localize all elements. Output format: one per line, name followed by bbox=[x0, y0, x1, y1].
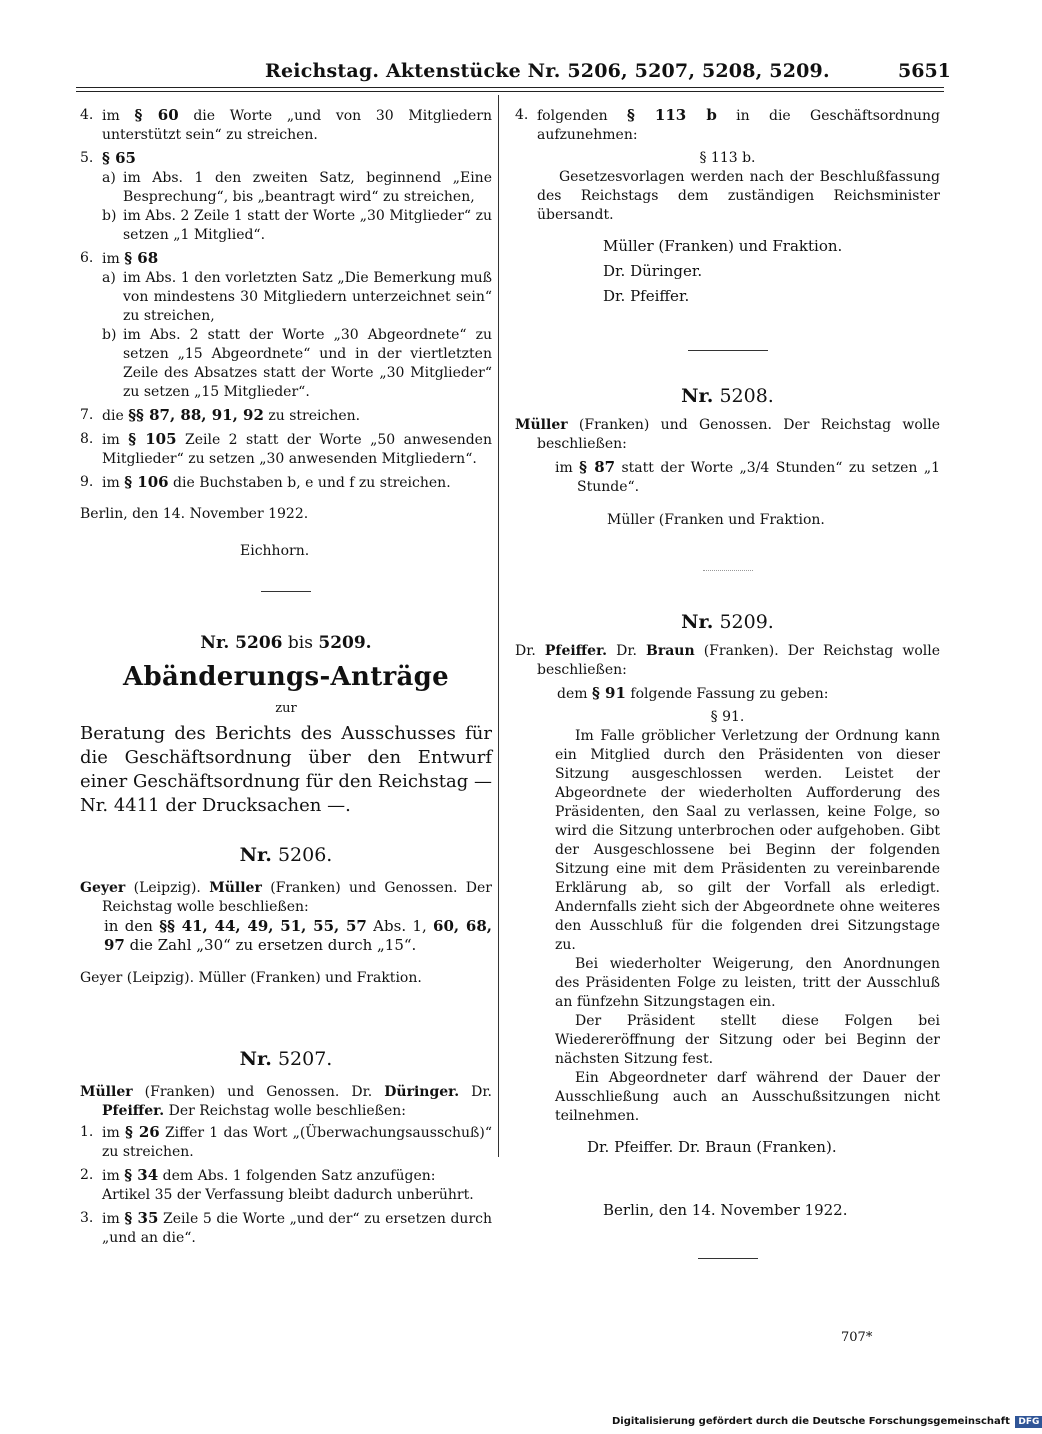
left-column bbox=[80, 104, 492, 1248]
paragraph-title: § 113 b. bbox=[699, 150, 756, 166]
list-item: 2. im § 34 dem Abs. 1 folgenden Satz anzufügen: Artikel 35 der Verfassung bleibt dadurch unberührt. bbox=[80, 1166, 474, 1203]
list-item: 7. die §§ 87, 88, 91, 92 zu streichen. bbox=[80, 406, 361, 424]
list-item: 5. § 65 bbox=[80, 149, 136, 167]
motion-intro: Müller (Franken) und Genossen. Dr. Düringer. Dr. Pfeiffer. Der Reichstag wolle beschließen: bbox=[80, 1084, 492, 1119]
separator bbox=[698, 1258, 758, 1259]
zur-label: zur bbox=[275, 701, 297, 716]
paragraph-text: Ein Abgeordneter darf während der Dauer der Ausschließung auch an Ausschußsitzungen nicht teilnehmen. bbox=[555, 1070, 940, 1124]
section-heading-5208: Nr. 5208. bbox=[681, 385, 774, 407]
signature: Dr. Düringer. bbox=[603, 262, 703, 280]
sheet-mark: 707* bbox=[841, 1330, 873, 1345]
signature: Eichhorn. bbox=[240, 543, 310, 559]
list-item: 6. im § 68 bbox=[80, 249, 159, 267]
signature: Dr. Pfeiffer. bbox=[603, 287, 690, 305]
motion-text: dem § 91 folgende Fassung zu geben: bbox=[557, 684, 829, 702]
date-line: Berlin, den 14. November 1922. bbox=[603, 1201, 848, 1219]
list-item: 1. im § 26 Ziffer 1 das Wort „(Überwachungsausschuß)“ zu streichen. bbox=[80, 1123, 492, 1160]
paragraph-text: Gesetzesvorlagen werden nach der Beschlußfassung des Reichstags dem zuständigen Reichsminister übersandt. bbox=[537, 169, 940, 223]
section-heading-5206: Nr. 5206. bbox=[239, 844, 333, 866]
header-rule-2 bbox=[76, 91, 944, 92]
separator bbox=[703, 570, 753, 571]
list-item: 3. im § 35 Zeile 5 die Worte „und der“ zu ersetzen durch „und an die“. bbox=[80, 1209, 492, 1246]
list-subitem: b) im Abs. 2 statt der Worte „30 Abgeordnete“ zu setzen „15 Abgeordnete“ und in der viertletzten Zeile des Absatzes statt der Worte „30 Mitglieder“ zu setzen „15 Mitglieder“. bbox=[102, 327, 492, 400]
date-line: Berlin, den 14. November 1922. bbox=[80, 506, 309, 522]
signature: Dr. Pfeiffer. Dr. Braun (Franken). bbox=[587, 1138, 837, 1156]
list-item: 4. folgenden § 113 b in die Geschäftsordnung aufzunehmen: bbox=[515, 106, 940, 143]
section-heading-5207: Nr. 5207. bbox=[239, 1048, 333, 1070]
running-header-title: Reichstag. Aktenstücke Nr. 5206, 5207, 5208, 5209. bbox=[265, 60, 830, 82]
separator bbox=[261, 591, 311, 592]
list-subitem: b) im Abs. 2 Zeile 1 statt der Worte „30 Mitglieder“ zu setzen „1 Mitglied“. bbox=[102, 208, 492, 243]
page-number: 5651 bbox=[898, 60, 951, 82]
section-heading-5209: Nr. 5209. bbox=[681, 611, 774, 633]
header-rule bbox=[76, 87, 944, 88]
subtitle: Beratung des Berichts des Ausschusses für die Geschäftsordnung über den Entwurf einer Geschäftsordnung für den Reichstag — Nr. 4411 der Drucksachen —. bbox=[80, 723, 492, 816]
motion-text: in den §§ 41, 44, 49, 51, 55, 57 Abs. 1, 60, 68, 97 die Zahl „30“ zu ersetzen durch „15“. bbox=[104, 917, 492, 954]
paragraph-text: Im Falle gröblicher Verletzung der Ordnung kann ein Mitglied durch den Präsidenten von dieser Sitzung ausgeschlossen werden. Leistet der Abgeordnete der wiederholten Aufforderung des Präsidenten, den Saal zu verlassen, keine Folge, so wird die Sitzung unterbrochen oder aufgehoben. Gibt der Ausgeschlossene bei Beginn der folgenden Sitzung eine mit dem Präsidenten zu vereinbarende Erklärung ab, so gilt der Vorfall als erledigt. Andernfalls zieht sich der Abgeordnete ohne weiteres den Ausschluß für die folgenden drei Sitzungstage zu. bbox=[555, 728, 940, 953]
right-column bbox=[515, 104, 940, 1259]
paragraph-title: § 91. bbox=[710, 709, 745, 725]
motion-intro: Geyer (Leipzig). Müller (Franken) und Genossen. Der Reichstag wolle beschließen: bbox=[80, 880, 492, 915]
list-subitem: a) im Abs. 1 den zweiten Satz, beginnend „Eine Besprechung“, bis „beantragt wird“ zu streichen, bbox=[102, 170, 492, 205]
list-subitem: a) im Abs. 1 den vorletzten Satz „Die Bemerkung muß von mindestens 30 Mitgliedern unterzeichnet sein“ zu streichen, bbox=[102, 270, 492, 324]
signature: Geyer (Leipzig). Müller (Franken) und Fraktion. bbox=[80, 970, 422, 986]
main-title: Abänderungs-Anträge bbox=[123, 662, 449, 692]
footer-credit: Digitalisierung gefördert durch die Deutsche Forschungsgemeinschaft DFG bbox=[612, 1416, 1042, 1428]
motion-text: im § 87 statt der Worte „3/4 Stunden“ zu setzen „1 Stunde“. bbox=[555, 458, 940, 495]
separator bbox=[688, 350, 768, 351]
paragraph-text: Der Präsident stellt diese Folgen bei Wiedereröffnung der Sitzung oder bei Beginn der nächsten Sitzung fest. bbox=[555, 1013, 940, 1067]
list-item: 8. im § 105 Zeile 2 statt der Worte „50 anwesenden Mitglieder“ zu setzen „30 anwesenden Mitgliedern“. bbox=[80, 430, 492, 467]
signature: Müller (Franken und Fraktion. bbox=[607, 512, 825, 528]
range-heading: Nr. 5206 bis 5209. bbox=[200, 633, 372, 653]
list-item: 9. im § 106 die Buchstaben b, e und f zu streichen. bbox=[80, 473, 451, 491]
list-item: 4. im § 60 die Worte „und von 30 Mitgliedern unterstützt sein“ zu streichen. bbox=[80, 106, 492, 143]
paragraph-text: Bei wiederholter Weigerung, den Anordnungen des Präsidenten Folge zu leisten, tritt der Ausschluß an fünfzehn Sitzungstagen ein. bbox=[555, 956, 940, 1010]
dfg-logo-icon: DFG bbox=[1015, 1416, 1042, 1428]
signature: Müller (Franken) und Fraktion. bbox=[603, 237, 843, 255]
motion-intro: Müller (Franken) und Genossen. Der Reichstag wolle beschließen: bbox=[515, 417, 940, 452]
motion-intro: Dr. Pfeiffer. Dr. Braun (Franken). Der Reichstag wolle beschließen: bbox=[515, 643, 940, 678]
